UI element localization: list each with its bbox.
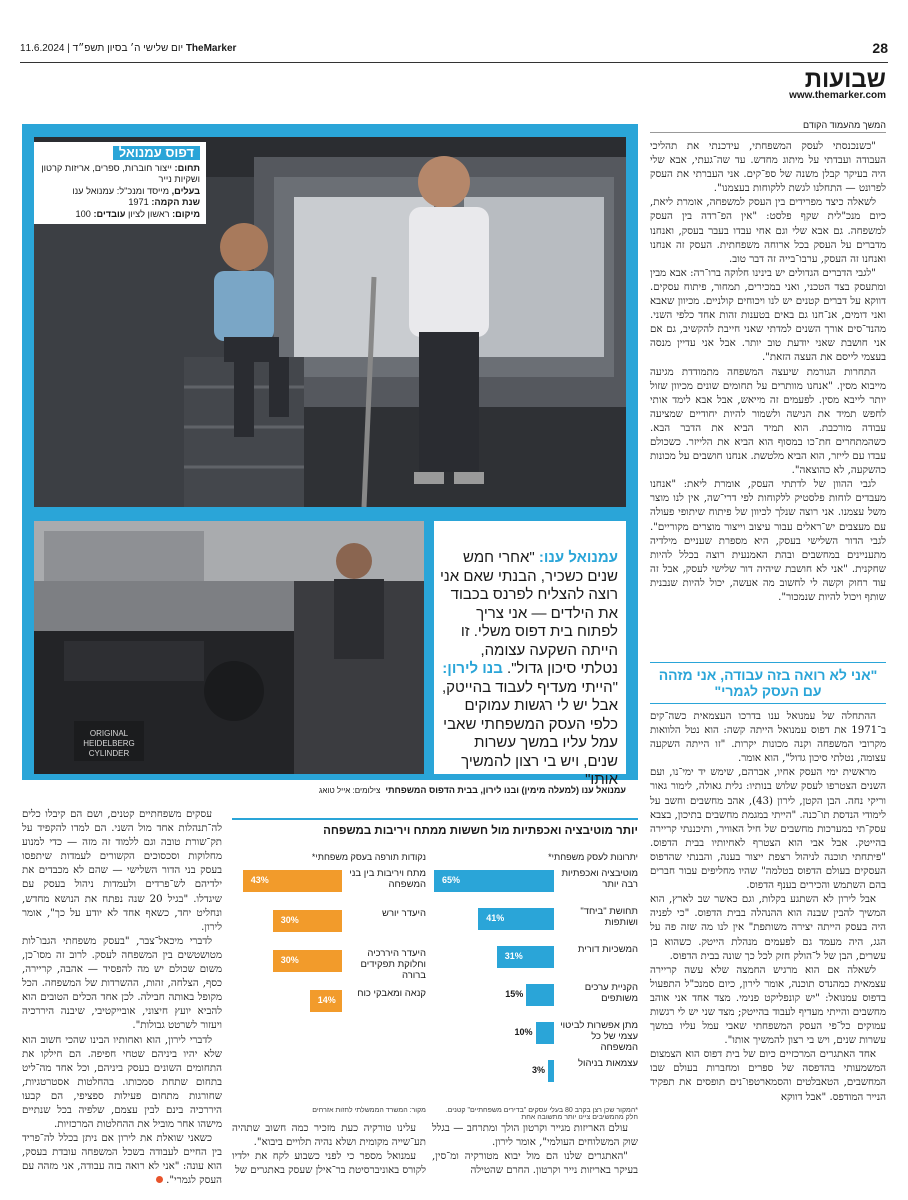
chart-footnote: *המקור שכן רצן בקרב 80 בעלי עסקים "בדירים משפחתיים" קטנים. חלק מהמשיבים ציינו יותר מתשובה אחת bbox=[445, 1107, 638, 1121]
paragraph: התחרות הגורמת שיעצה המשפחה מתמודדת מגיעה מייבוא מסין. "אנחנו מוותרים על תחומים שונים מכיוון שזול יותר לייבא מסין. לפעמים זה מייאש, אבל אבא לימד אותי לחפש תמיד את הנישה ולשמור להיות יחודיים שמציעה עבודה מורכבת. הוא תמיד הביא את הדבר הבא. כשהמתחרים חת־כו במסוף הוא הביא את הלייזר. כשכולם עבדו עם לייזר, הוא הביא מלטשת. אנחנו חושבים על מכונות כהשקעה, לא כהוצאה". bbox=[650, 366, 886, 477]
chart-bar bbox=[548, 1060, 554, 1082]
quote-name-liron: בנו לירון: bbox=[442, 660, 503, 677]
paragraph: לשאלה אם הוא מרגיש החמצה שלא עשה קריירה עצמאית כמהנדס תוכנה, אומר לירון, כיום סמנכ"ל התפעול בדפוס עמנואל: "יש קונפליקט פנימי. מצד אחד אני אוהב מחשבים והייתי מעדיף לעבוד בהייטק; מצד שני יש לי רגשות עמוקים כל־פי העסק המשפחתי שאבי עמל עליו במשך עשרות שנים, ויש בי רצון להמשיך אותו". bbox=[650, 964, 886, 1047]
chart-panel-label-weaknesses: נקודות תורפה בעסק משפחתי* bbox=[311, 852, 426, 862]
paragraph: מראשית ימי העסק אחיו, אברהם, שימש יד ימי־נו, ועם השנים הצטרפו לעסק שלוש בנותיו: גלית גאולה, לימור גאור וריקי נחה. הבן הקטן, לירון (43), אהב מחשבים וחשב על לימודי הנדסת תו־כנה. "הייתי במגמת מחשבים בתיכון, בצבא עסק־תי במערכות מחשבים של חיל האוויר, ותיכננתי קריירה בהייטק. אבל אבי הוא הצטרף לאחיותיו בבית הדפוס. "פיתחתי תוכנה לניהול רצפת ייצור בענה, והבנתי שהדפוס העסקים בעולם הדפוס בטלמה" שהיו מחליפים עבור חברים בהם השתמש והכירים בענף הדפוס. bbox=[650, 767, 887, 892]
continued-note: המשך מהעמוד הקודם bbox=[650, 120, 886, 133]
site-url[interactable]: www.themarker.com bbox=[789, 90, 886, 101]
article-column-right-lower bbox=[650, 710, 886, 1180]
chart-row bbox=[232, 906, 426, 946]
paragraph: עמנואל מספר כי לפני כשבוע לקח את ילדיו לקורס באוניברסיטת בר־אילן שעסק באתגרים של bbox=[232, 1151, 426, 1177]
svg-text:HEIDELBERG: HEIDELBERG bbox=[83, 739, 135, 748]
chart-row bbox=[432, 1056, 638, 1094]
issue-date: יום שלישי ה׳ בסיון תשפ״ד | 11.6.2024 bbox=[20, 43, 184, 54]
chart-row bbox=[232, 866, 426, 906]
photo-caption: עמנואל ענו (למעלה מימין) ובנו לירון, בבית הדפוס המשפחתי צילומים: אייל טואג bbox=[318, 785, 626, 795]
chart-value-label: 14% bbox=[317, 995, 336, 1005]
chart-bar bbox=[526, 984, 554, 1006]
quote-text-liron: "הייתי מעדיף לעבוד בהייטק, אבל יש לי רגשות עמוקים כלפי העסק המשפחתי שאבי עמל עליו במשך עשרות שנים, ויש בי רצון להמשיך אותו" bbox=[441, 678, 618, 788]
quote-name-emmanuel: עמנואל ענו: bbox=[538, 549, 618, 566]
article-column-right bbox=[650, 140, 886, 605]
card-row: שנת הקמה: 1971 bbox=[128, 197, 200, 207]
chart-value-label: 30% bbox=[280, 955, 299, 965]
chart-value-label: 43% bbox=[250, 875, 269, 885]
paragraph: לשאלה כיצד מפרידים בין העסק למשפחה, אומרת ליאת, כיום מנכ"לית שקף פלסט: "אין הפ־רדה בין העסק למשפחה. גם אבא שלי וגם אחי עבדו בעבר בעסק, ואנחנו מדברים על העסק בכל ארוחה משפחתית. העסק זה אנחנו ואנחנו זה העסק, ערבו־בייה זה דבר טוב. bbox=[650, 197, 886, 265]
paragraph: לדברי מיכאל־צבר, "בעסק משפחתי הגבו־לות מטושטשים בין המשפחה לעסק. לרוב זה מסו־כן, משום שכולם יש מה להפסיד — אהבה, קריירה, כסף, הצלחה, זהות, ההשרדות של המשפחה. הכל מקופל באותה חבילה. לכן אחד הכלים הטובים הוא להביא יועץ חיצוני, אובייקטיבי, שיבנה היררכיה ויעזור לשרטט גבולות". bbox=[22, 935, 222, 1032]
chart-weaknesses bbox=[232, 866, 426, 1046]
chart-row bbox=[432, 980, 638, 1018]
chart-category-label: תחושת "ביחד" ושותפות bbox=[580, 906, 638, 928]
chart-category-label: המשכיות דורית bbox=[577, 944, 638, 955]
chart-category-label: הקניית ערכים משותפים bbox=[584, 982, 638, 1004]
card-row: תחום: ייצור חוברות, ספרים, אריזות קרטון ושקיות נייר bbox=[41, 162, 200, 184]
chart-value-label: 15% bbox=[505, 989, 524, 999]
article-column-bottom-1 bbox=[432, 1122, 638, 1188]
paragraph: עולם האריזות מגייר וקרטון הולך ומתרחב — בגלל שוק המשלוחים העולמי", אומר לירון. bbox=[432, 1123, 638, 1149]
machine-label: ORIGINAL bbox=[89, 729, 129, 738]
paragraph: עסקים משפחתיים קטנים, ושם הם קיבלו כלים לה־תנהלות אחד מול השני. הם למדו להקפיד על תק־שורת טובה וגם ללמוד זה מזה — כדי למנוע מחלוקות וסכסוכים הקשורים לעמדות שיתפסו בעסק בני הדור השלישי — שהם לא מכבדים את ילדיהם לש־פרדים ולעמדות ניהול בעסק עם שיגדלו. "בגיל 20 שנה נפתח את הנושא מחדש, ונחליט יחד, כשאף אחד לא יודע על כך", אומר לירון. bbox=[22, 809, 222, 933]
chart-row bbox=[432, 1018, 638, 1056]
chart-value-label: 31% bbox=[504, 951, 523, 961]
chart-title: יותר מוטיבציה ואכפתיות מול חששות ממתח ויריבות במשפחה bbox=[323, 825, 638, 837]
paragraph: "האתגרים שלנו הם מול יבוא מטורקיה ומ־סין, בעיקר באריזות נייר וקרטון. החרם שהטילה bbox=[432, 1151, 638, 1177]
paragraph: לגבי ההוון של לדתתי העסק, אומרת ליאת: "אנחנו מעבדים לוחות פלסטיק ללקוחות לפי דרי־שה, אין לנו מוצר משל עצמנו. אני רוצה שנלך לכיוון של פיתוח שיתופי פעולה עם מעצבים יש־ראלים עבור עיצוב וייצור מוצרים מקוריים". לגבי הדור השלישי בעסק, היא מספרת שעניים מילדיה מתעניינים במחשבים ובהת האמנעית רוצה בכלל להיות שחקנית. "אני לא חושבת שיהיה דור שלישי לעסק, אבל זה עוד רחוק וקשה לי לחשוב מה אעשה, יכול להיות שנבנית שותף ויכול להיות שנמכור". bbox=[650, 479, 886, 603]
chart-category-label: עצמאות בניהול bbox=[577, 1058, 638, 1069]
page-number: 28 bbox=[872, 40, 888, 56]
article-column-bottom-2 bbox=[232, 1122, 426, 1188]
card-title: דפוס עמנואל bbox=[113, 146, 200, 160]
chart-bar bbox=[536, 1022, 554, 1044]
chart-row bbox=[432, 942, 638, 980]
paragraph: לדברי לירון, הוא ואחותיו הבינו שהכי חשוב הוא שלא יהיו ביניהם שטחי חפיפה. הם חילקו את התחומים השונים בעסק ביניהם, וכל אחד מה־ליט בתחום שתחת סמכותו. בהחלטות אסטרטגיות, שחורגות מתחום פעילות ספציפי, הם קבעו היררכיה בינם לבין עצמם, שלפיה בכל שנתיים מישהו אחר מוביל את ההחלטות המרכזיות. bbox=[22, 1034, 222, 1131]
end-mark-icon bbox=[156, 1176, 163, 1183]
chart-rule bbox=[232, 818, 638, 820]
paragraph: כשאני שואלת את לירון אם ניתן בכלל לה־פריד בין החיים לעבודה בשכל המשפחה עובדת בעסק, הוא עונה: "אני לא רואה בזה עבודה, אני מזהה עם העסק לגמרי". bbox=[22, 1133, 222, 1187]
photo-credit: צילומים: אייל טואג bbox=[318, 786, 381, 795]
chart-value-label: 10% bbox=[514, 1027, 533, 1037]
chart-row bbox=[432, 904, 638, 942]
card-row: בעלים, מייסד ומנכ"ל: עמנואל ענו bbox=[72, 185, 200, 196]
company-card bbox=[34, 142, 206, 224]
chart-value-label: 41% bbox=[486, 913, 505, 923]
pull-quote-box bbox=[434, 521, 626, 788]
chart-value-label: 65% bbox=[441, 875, 460, 885]
paragraph: אבל לירון לא השתגע בקלות, וגם כאשר שב לארץ, הוא המשיך להבין שבנה הוא ההנהלה בבית הדפוס. "כי לפניה היה בעסק הייתה יצירה משותפת" אין לנו מה שזה פה על הגג, היה מעמד גם לפעמים מנהלת הייטק. כשהוא בן עשרים, הבן של ל־הולק חזק לכל כך שונה בבית הדפוס. bbox=[650, 894, 886, 962]
chart-category-label: מוטיבציה ואכפתיות רבה יותר bbox=[561, 868, 638, 890]
paragraph: "לגבי הדברים הגדולים יש בינינו חלוקה ברו־רה: אבא מבין ומתעסק בצד הטכני, ואני במכירים, תמחור, פיתוח עסקים. דווקא על דברים קטנים יש לנו ויכוחים קולניים. מכיוון שאבא ואני דומים, אנ־חנו גם באים בטענות זהות אחד כלפי השני. מהנד־סים אורך השנים למדתי שאני חייבת להקשיב, גם אם אני חושבת שאני יודעת טוב יותר. אבל אני עדיין מנסה בעצמי לייסם את העצה הזאת". bbox=[650, 267, 886, 364]
card-row: מיקום: ראשון לציון עובדים: 100 bbox=[75, 208, 200, 219]
svg-text:CYLINDER: CYLINDER bbox=[88, 749, 130, 758]
section-title: שבועות bbox=[804, 66, 886, 93]
chart-value-label: 30% bbox=[280, 915, 299, 925]
paragraph: עלינו טורקיה כעת מזכיר כמה חשוב שתהיה תע־שייה מקומית ושלא נהיה תלויים ביבוא". bbox=[232, 1123, 426, 1149]
header-rule bbox=[20, 62, 888, 63]
chart-row bbox=[232, 986, 426, 1026]
paragraph: "כשנכנסתי לעסק המשפחתי, עידכנתי את תהליכי העבודה ועבדתי על מיתוג מחדש. עד שה־געתי, אבא שלי היה בעיקר קבלן משנה של ספ־קים. אני העברתי את העסק לפרונט — התחלנו לגשת ללקוחות בעצמנו". bbox=[650, 141, 886, 195]
chart-category-label: קנאה ומאבקי כוח bbox=[357, 988, 426, 999]
chart-row bbox=[432, 866, 638, 904]
paragraph: אחד האתגרים המרכזיים כיום של בית דפוס הוא הצמצום המשמעותי בהדפסה של ספרים ומחברות בעולם שבו המחשבים, הטאבלטים והסמארטפו־נים תופסים את תפקיד הנייר המודפס. "אבל דווקא bbox=[650, 1049, 886, 1103]
chart-advantages bbox=[432, 866, 638, 1096]
brand: TheMarker bbox=[185, 43, 237, 54]
chart-category-label: היעדר היררכיה וחלוקת תפקידים ברורה bbox=[360, 948, 426, 981]
photo-heidelberg-press bbox=[34, 521, 424, 774]
pull-quote: "אני לא רואה בזה עבודה, אני מזהה עם העסק לגמרי" bbox=[650, 662, 886, 704]
chart-category-label: היעדר יורש bbox=[382, 908, 426, 919]
chart-panel-label-advantages: יתרונות לעסק משפחתי* bbox=[548, 852, 638, 862]
paragraph: ההתחלה של עמנואל ענו בדרכו העצמאית כשה־קים ב־1971 את דפוס עמנואל הייתה קשה: הוא נטל הלוואות מקרובי המשפחה וקנה מכונות יקרות. "זו הייתה השקעה עצומה, נטלתי סיכון גדול", הוא אומר. bbox=[650, 711, 886, 765]
chart-category-label: מתח ויריבות בין בני המשפחה bbox=[349, 868, 426, 890]
chart-category-label: מתן אפשרות לביטוי עצמי של כל המשפחה bbox=[560, 1020, 638, 1053]
masthead bbox=[20, 43, 236, 54]
quote-text-emmanuel: "אחרי חמש שנים כשכיר, הבנתי שאם אני רוצה להצליח לפרנס בכבוד את הילדים — אני צריך לפתוח בית דפוס משלי. זו הייתה השקעה עצומה, נטלתי סיכון גדול". bbox=[440, 549, 618, 677]
article-column-left bbox=[22, 808, 222, 1187]
chart-row bbox=[232, 946, 426, 986]
chart-value-label: 3% bbox=[531, 1065, 545, 1075]
chart-source: מקור: המשרד הממשלתי לחזות אזרחים bbox=[312, 1107, 426, 1114]
